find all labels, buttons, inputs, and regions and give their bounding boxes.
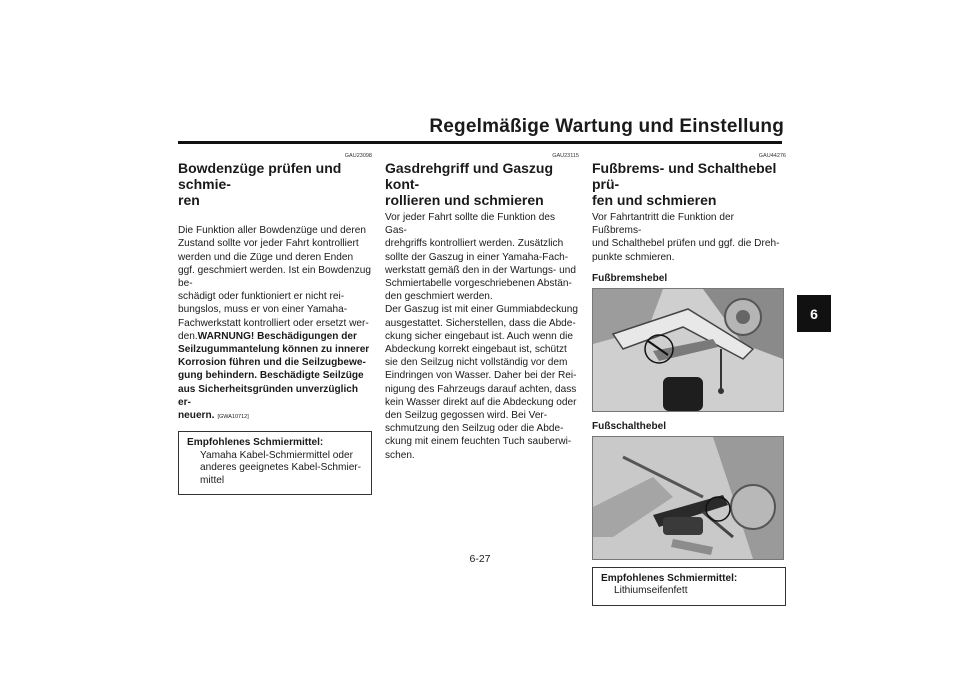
section-gasdrehgriff <box>385 153 579 462</box>
section-title: Fußbrems- und Schalthebel prü- fen und schmieren <box>592 160 777 208</box>
lubricant-label: Empfohlenes Schmiermittel: <box>601 572 738 584</box>
page-header-title: Regelmäßige Wartung und Einstellung <box>429 116 784 137</box>
shift-pedal-photo <box>592 436 784 560</box>
lubricant-box <box>178 431 372 495</box>
section-code: GAU23115 <box>552 153 579 159</box>
section-body: Vor Fahrtantritt die Funktion der Fußbrems- und Schalthebel prüfen und ggf. die Dreh- punkte schmieren. <box>592 212 780 263</box>
section-code: GAU44276 <box>758 153 786 159</box>
lubricant-value: Yamaha Kabel-Schmiermittel oder anderes geeignetes Kabel-Schmier- mittel <box>200 449 362 486</box>
lubricant-box <box>592 567 786 606</box>
header-rule <box>178 141 782 144</box>
brake-pedal-illustration <box>593 289 783 411</box>
shift-pedal-label: Fußschalthebel <box>592 420 667 432</box>
page-number: 6-27 <box>469 553 491 565</box>
lubricant-label: Empfohlenes Schmiermittel: <box>187 437 324 449</box>
body-text: Die Funktion aller Bowdenzüge und deren Zustand sollte vor jeder Fahrt kontrolliert werden und die Züge und deren Enden ggf. geschmiert werden. Ist ein Bowdenzug be- schädigt oder funktioniert er nicht rei- bungslos, muss er von einer Yamaha- Fachwerkstatt kontrolliert oder ersetzt wer- den. <box>178 225 372 342</box>
section-title: Gasdrehgriff und Gaszug kont- rollieren und schmieren <box>385 160 554 208</box>
section-body: Vor jeder Fahrt sollte die Funktion des Gas- drehgriffs kontrolliert werden. Zusätzlich sollte der Gaszug in einer Yamaha-Fach- werkstatt gemäß den in der Wartungs- und Schmiertabelle vorgeschriebenen Abstän- den geschmiert werden. Der Gaszug ist mit einer Gummiabdeckung ausgestattet. Sicherstellen, dass die Abde- ckung sicher eingebaut ist. Auch wenn die Abdeckung korrekt eingebaut ist, schützt sie den Seilzug nicht vollständig vor dem Eindringen von Wasser. Daher bei der Rei- nigung des Fahrzeugs darauf achten, dass kein Wasser direkt auf die Abdeckung oder den Seilzug gegossen wird. Bei Ver- schmutzung den Seilzug oder die Abde- ckung mit einem feuchten Tuch sauberwi- schen. <box>385 212 578 461</box>
brake-pedal-photo <box>592 288 784 412</box>
lubricant-value: Lithiumseifenfett <box>614 585 688 597</box>
chapter-tab[interactable]: 6 <box>797 295 831 332</box>
section-code: GAU23098 <box>344 153 372 159</box>
warning-text: WARNUNG! Beschädigungen der Seilzugummantelung können zu innerer Korrosion führen und die Seilzugbewe- gung behindern. Beschädigte Seilzüge aus Sicherheitsgründen unverzüglich er- neuern. <box>178 330 370 422</box>
brake-pedal-label: Fußbremshebel <box>592 272 668 284</box>
shift-pedal-illustration <box>593 437 783 559</box>
section-body <box>178 211 372 424</box>
section-title: Bowdenzüge prüfen und schmie- ren <box>178 160 342 208</box>
section-bowdenzuege <box>178 153 372 495</box>
warning-code: [GWA10712] <box>217 414 249 421</box>
section-fussbrems-schalthebel <box>592 153 786 606</box>
